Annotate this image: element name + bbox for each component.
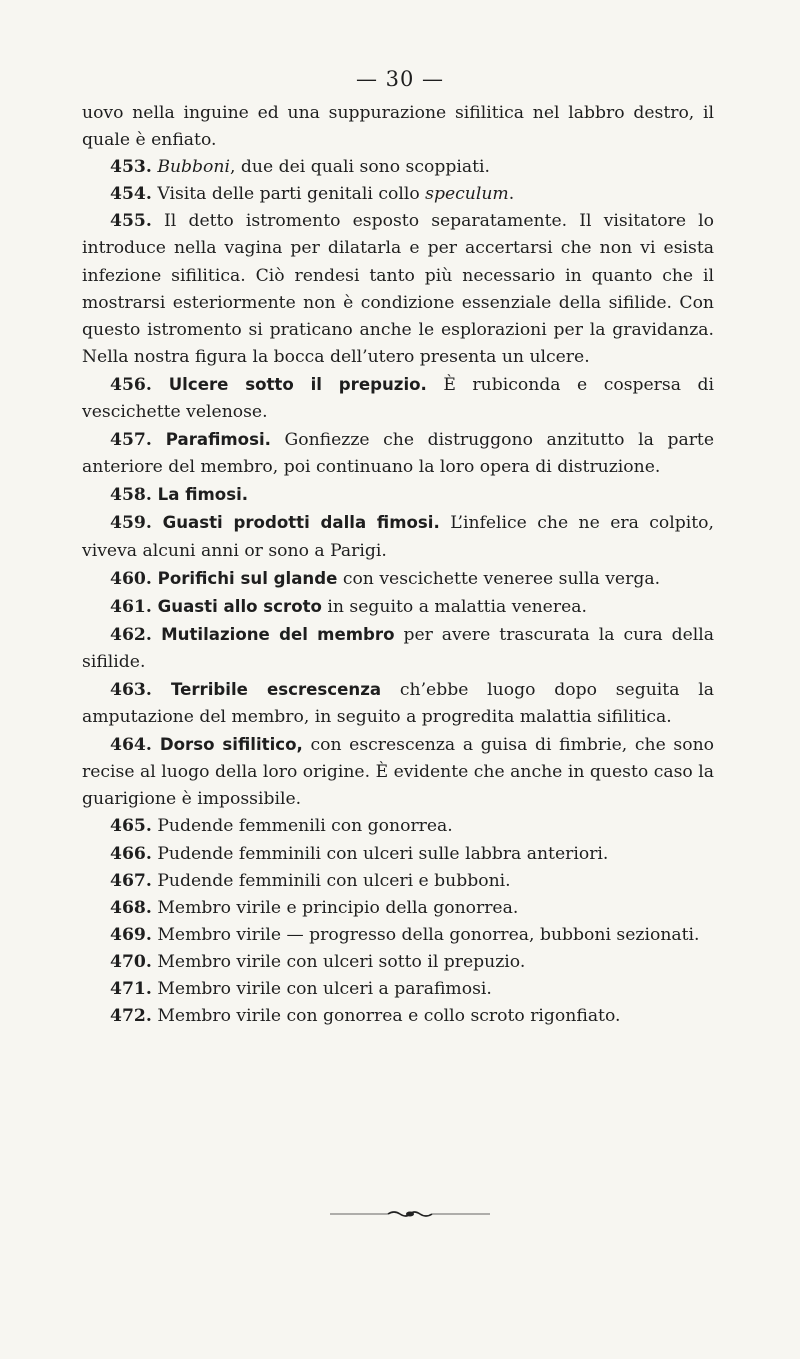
entry-italic: Bubboni (157, 157, 230, 178)
entry-heading: Ulcere sotto il prepuzio. (151, 374, 427, 394)
entry-number: 459. (110, 513, 152, 534)
entry-text: Visita delle parti genitali collo (151, 184, 426, 205)
entry-heading: La fimosi. (151, 485, 249, 505)
entry-text: Pudende femmenili con gonorrea. (151, 816, 453, 837)
entry-461 (82, 593, 714, 621)
entry-number: 458. (110, 485, 152, 506)
entry-457 (82, 426, 714, 481)
entry-text-end: . (508, 184, 515, 205)
entry-454 (82, 181, 714, 208)
entry-number: 462. (110, 624, 152, 645)
entry-heading: Guasti allo scroto (151, 596, 322, 616)
entry-text: L’infelice che ne era colpito, viveva alcuni anni or sono a Parigi. (82, 513, 714, 561)
entry-463 (82, 676, 714, 731)
entry-heading: Guasti prodotti dalla fimosi. (151, 513, 440, 533)
entry-number: 468. (110, 897, 152, 918)
entry-number: 470. (110, 951, 152, 972)
entry-text: , due dei quali sono scoppiati. (229, 157, 490, 178)
entry-468 (82, 895, 714, 922)
entry-number: 461. (110, 596, 152, 617)
entry-heading: Mutilazione del membro (151, 624, 395, 644)
entry-464 (82, 731, 714, 813)
entry-460 (82, 565, 714, 593)
entry-text: con escrescenza a guisa di fimbrie, che sono recise al luogo della loro origine. È evidente che anche in questo caso la guarigione è impossibile. (82, 735, 714, 810)
entry-number: 455. (110, 211, 152, 232)
entry-text: È rubiconda e cospersa di vescichette velenose. (82, 374, 714, 423)
entry-471 (82, 976, 714, 1003)
entry-number: 467. (110, 870, 152, 891)
entry-456 (82, 371, 714, 426)
entry-text: con vescichette veneree sulla verga. (337, 568, 661, 589)
entry-heading: Porifichi sul glande (151, 568, 338, 588)
entry-text: Membro virile e principio della gonorrea. (151, 897, 519, 918)
entry-text: Il detto istromento esposto separatamente. Il visitatore lo introduce nella vagina per dilatarla e per accertarsi che non vi esista infezione sifilitica. Ciò rendesi tanto più necessario in quanto che il mostrarsi esteriormente non è condizione essenziale della sifilide. Con questo istromento si praticano anche le esplorazioni per la gravidanza. Nella nostra figura la bocca dell’utero presenta un ulcere. (82, 211, 714, 367)
entry-number: 471. (110, 979, 152, 999)
entry-number: 457. (110, 430, 152, 451)
entry-italic: speculum (425, 184, 509, 205)
entry-472 (82, 1003, 714, 1030)
entry-heading: Terribile escrescenza (151, 679, 382, 699)
entry-heading: Parafimosi. (151, 430, 271, 450)
entry-number: 465. (110, 816, 152, 837)
entry-466 (82, 841, 714, 868)
entry-text: Membro virile con ulceri a parafimosi. (151, 979, 492, 999)
entry-459 (82, 509, 714, 564)
entry-number: 464. (110, 735, 152, 756)
entry-453 (82, 154, 714, 181)
entry-number: 454. (110, 184, 152, 205)
body-text (82, 100, 714, 1030)
entry-458 (82, 481, 714, 509)
intro-paragraph: uovo nella inguine ed una suppurazione sifilitica nel labbro destro, il quale è enfiato. (82, 103, 714, 151)
entry-text: Pudende femminili con ulceri e bubboni. (151, 870, 511, 891)
entry-number: 460. (110, 568, 152, 589)
entry-number: 456. (110, 374, 152, 395)
entry-text: Gonfiezze che distruggono anzitutto la parte anteriore del membro, poi continuano la loro opera di distruzione. (82, 430, 714, 478)
entry-number: 466. (110, 843, 152, 864)
entry-470 (82, 949, 714, 976)
entry-number: 469. (110, 924, 152, 945)
entry-text: Membro virile con gonorrea e collo scroto rigonfiato. (151, 1006, 621, 1027)
entry-469 (82, 922, 714, 949)
entry-text: Membro virile — progresso della gonorrea, bubboni sezionati. (151, 924, 700, 945)
entry-number: 453. (110, 157, 152, 178)
entry-462 (82, 621, 714, 676)
entry-465 (82, 813, 714, 840)
entry-467 (82, 868, 714, 895)
entry-number: 472. (110, 1006, 152, 1027)
entry-text: in seguito a malattia venerea. (321, 596, 587, 617)
entry-text: ch’ebbe luogo dopo seguita la amputazione del membro, in seguito a progredita malattia sifilitica. (82, 679, 714, 728)
page-number: — 30 — (355, 67, 445, 91)
entry-455 (82, 208, 714, 371)
entry-text: Pudende femminili con ulceri sulle labbra anteriori. (151, 843, 609, 864)
decorative-rule-icon (330, 1208, 490, 1220)
entry-number: 463. (110, 679, 152, 700)
entry-text: per avere trascurata la cura della sifilide. (82, 624, 715, 672)
entry-text: Membro virile con ulceri sotto il prepuzio. (151, 951, 526, 972)
entry-heading: Dorso sifilitico, (151, 735, 303, 755)
